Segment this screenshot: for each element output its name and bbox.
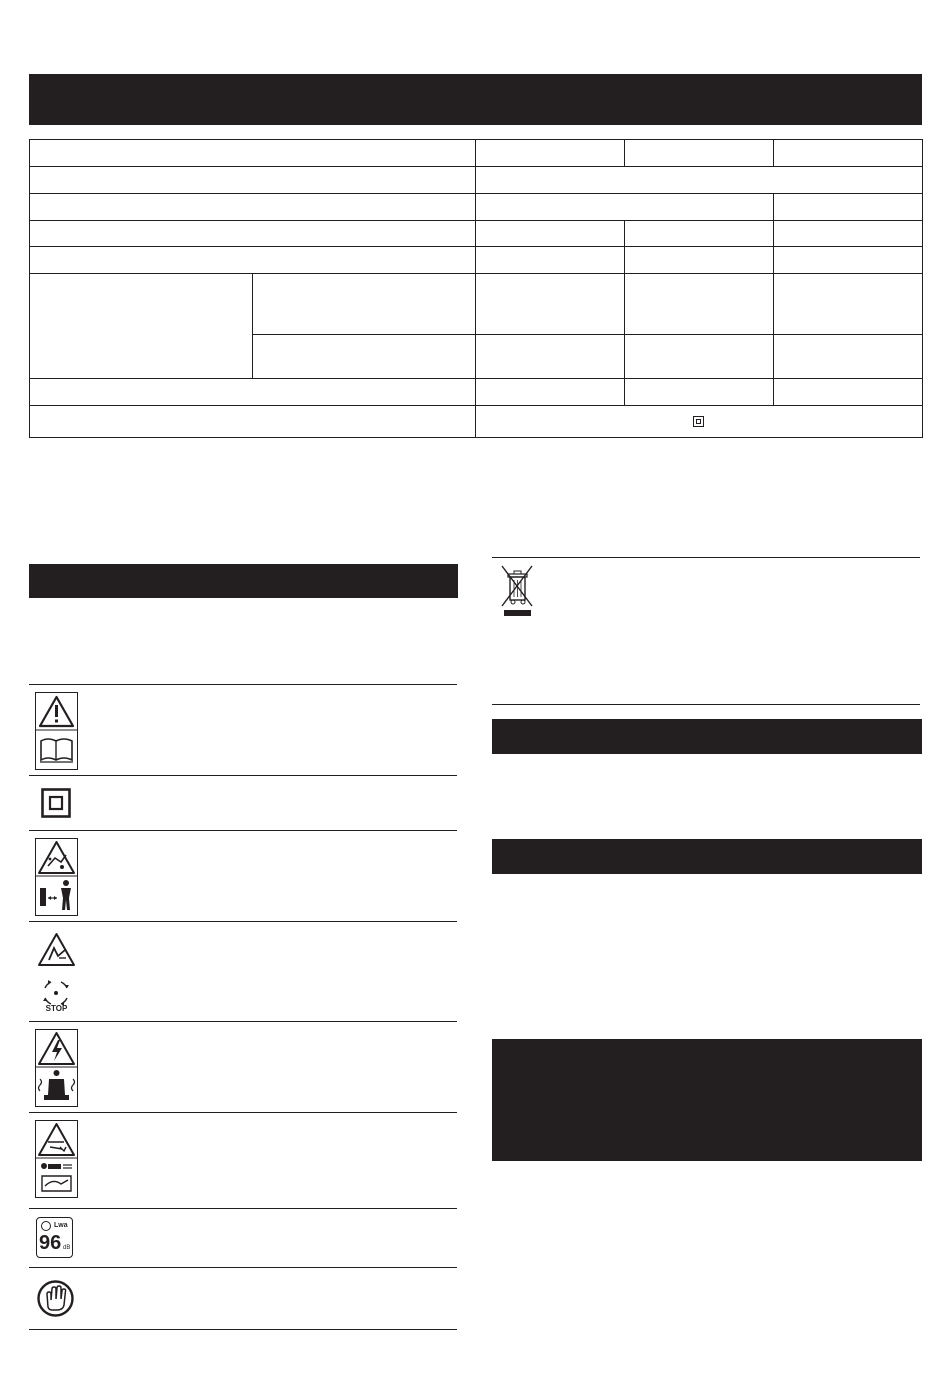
double-insulation-icon [41,788,71,818]
table-cell [774,274,923,335]
stop-label: STOP [45,1004,68,1013]
divider [29,775,457,776]
warning-box [492,1039,922,1161]
table-cell [30,379,476,406]
table-cell [30,167,476,194]
divider [29,1329,457,1330]
warning-read-manual-icon [35,692,78,770]
electric-shock-rain-icon [35,1029,78,1107]
table-row [30,167,923,194]
divider [29,684,457,685]
section-header-bar [492,719,922,754]
divider [29,1267,457,1268]
table-cell [774,221,923,247]
table-row [30,194,923,221]
sound-power-icon [36,1217,73,1258]
divider [29,830,457,831]
specifications-table [29,139,923,438]
class-ii-double-square-icon [693,416,704,427]
table-cell [30,247,476,274]
sound-power-label: Lwa [54,1222,68,1229]
divider [29,1208,457,1209]
divider [29,921,457,922]
table-row [30,379,923,406]
table-cell [774,140,923,167]
unplug-cable-damage-icon [35,1120,78,1198]
table-cell [774,247,923,274]
table-cell [476,335,625,379]
table-cell [774,335,923,379]
divider [492,704,920,705]
table-cell [476,406,923,438]
table-cell [625,221,774,247]
crossed-out-bin-icon [500,564,534,618]
table-row [30,406,923,438]
table-cell [476,379,625,406]
table-cell [30,194,476,221]
divider [29,1021,457,1022]
table-cell [625,247,774,274]
table-row [30,140,923,167]
table-cell [476,247,625,274]
sound-power-value: 96 [39,1232,62,1254]
table-cell [625,379,774,406]
table-cell [30,140,476,167]
table-cell [774,379,923,406]
table-cell [476,140,625,167]
table-cell [30,221,476,247]
speaker-glyph [41,1221,51,1231]
table-cell [253,274,476,335]
wear-gloves-icon [37,1280,74,1317]
divider [29,1112,457,1113]
table-cell [476,194,774,221]
table-cell [476,274,625,335]
table-row [30,221,923,247]
table-cell [625,274,774,335]
divider [492,557,920,558]
table-cell [774,194,923,221]
table-cell [625,335,774,379]
table-cell [476,221,625,247]
sound-power-unit: dB [63,1245,71,1251]
table-cell [476,167,923,194]
table-row [30,274,923,335]
table-cell [30,274,253,379]
table-cell [253,335,476,379]
symbols-section-header-bar [29,564,458,598]
table-row [30,247,923,274]
page-header-bar [29,74,922,125]
table-cell [625,140,774,167]
thrown-objects-bystanders-icon [35,838,78,916]
table-cell [30,406,476,438]
section-header-bar [492,839,922,874]
